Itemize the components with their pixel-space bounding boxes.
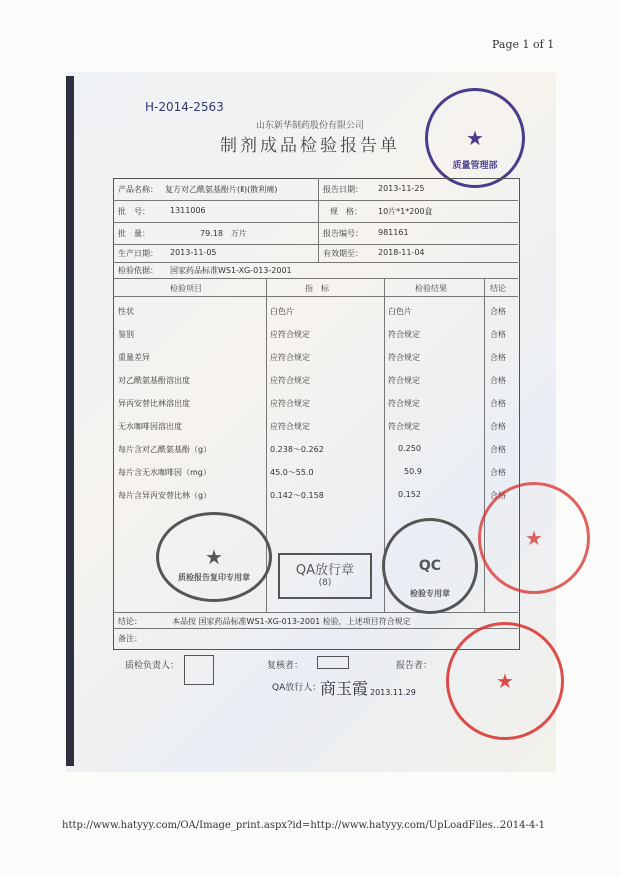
report-date-label: 报告日期： [323,185,363,194]
row-spec: 应符合规定 [270,422,310,431]
row-spec: 应符合规定 [270,399,310,408]
valid-until-value: 2018-11-04 [378,248,425,257]
row-divider [113,612,518,613]
copy-only-seal [156,512,272,602]
row-result: 符合规定 [388,422,420,431]
row-result: 符合规定 [388,399,420,408]
seal-text: 质量管理部 [452,161,498,171]
row-result: 50.9 [404,467,422,476]
scan-edge-bar [66,76,74,766]
seal-text: 质检报告复印专用章 [178,573,250,582]
reviewer-signature-stamp [317,656,349,669]
row-spec: 应符合规定 [270,330,310,339]
row-divider [113,200,518,201]
remarks-label: 备注： [118,634,142,643]
row-conclusion: 合格 [490,468,506,477]
signature-date: 2013.11.29 [370,688,416,697]
row-conclusion: 合格 [490,399,506,408]
conclusion-text: 本品按 国家药品标准WS1-XG-013-2001 检验，上述项目符合规定 [172,617,411,626]
qc-seal [382,518,478,614]
row-spec: 0.142～0.158 [270,491,324,500]
quantity-label: 批 量： [118,229,150,238]
star-icon: ★ [496,669,514,693]
row-spec: 应符合规定 [270,353,310,362]
row-spec: 0.238～0.262 [270,445,324,454]
reporter-label: 报告者： [396,661,433,671]
row-result: 符合规定 [388,330,420,339]
production-date-label: 生产日期： [118,249,158,258]
production-date-value: 2013-11-05 [170,248,217,257]
row-item: 性状 [118,307,134,316]
qa-stamp-number: (8) [318,578,332,588]
row-item: 异丙安替比林溶出度 [118,399,190,408]
quantity-value: 79.18 万片 [200,229,247,238]
row-conclusion: 合格 [490,445,506,454]
product-label: 产品名称： [118,185,158,194]
footer-date: 2014-4-1 [500,820,545,831]
row-conclusion: 合格 [490,422,506,431]
qc-head-signature-stamp [184,655,214,685]
qa-release-label: QA放行人： [272,683,322,693]
row-conclusion: 合格 [490,353,506,362]
handwritten-code: H-2014-2563 [145,100,224,114]
row-divider [113,296,518,297]
row-divider [113,628,518,629]
document-title: 制剂成品检验报告单 [220,136,400,156]
row-result: 符合规定 [388,353,420,362]
row-conclusion: 合格 [490,376,506,385]
reviewer-label: 复核者： [267,661,304,671]
row-divider [113,222,518,223]
qa-release-stamp [278,553,372,599]
red-company-seal-lower [446,622,564,740]
row-result: 白色片 [388,307,412,316]
footer-url: http://www.hatyyy.com/OA/Image_print.aspx?id=http://www.hatyyy.com/UpLoadFiles... [62,820,503,831]
row-divider [113,262,518,263]
star-icon: ★ [205,545,223,569]
row-item: 重量差异 [118,353,150,362]
row-item: 每片含对乙酰氨基酚（g） [118,445,212,454]
star-icon: ★ [466,126,484,150]
row-result: 0.152 [398,490,421,499]
row-result: 符合规定 [388,376,420,385]
qc-text: QC [418,558,442,574]
qc-head-label: 质检负责人： [125,661,180,671]
red-company-seal-upper [478,482,590,594]
col-header-conclusion: 结论 [490,284,506,293]
company-name: 山东新华制药股份有限公司 [255,121,364,131]
row-result: 0.250 [398,444,421,453]
spec-label: 规 格： [330,207,362,216]
star-icon: ★ [525,526,543,550]
row-conclusion: 合格 [490,330,506,339]
col-divider [318,178,319,262]
row-item: 对乙酰氨基酚溶出度 [118,376,190,385]
page-number: Page 1 of 1 [492,38,555,51]
basis-value: 国家药品标准WS1-XG-013-2001 [170,266,292,275]
valid-until-label: 有效期至： [323,249,363,258]
col-header-result: 检验结果 [415,284,447,293]
row-divider [113,278,518,279]
quality-dept-seal [425,88,525,188]
product-value: 复方对乙酰氨基酚片(Ⅱ)(散利痛) [165,185,278,194]
conclusion-label: 结论： [118,617,142,626]
row-item: 每片含异丙安替比林（g） [118,491,212,500]
col-header-item: 检验项目 [170,284,202,293]
row-divider [113,244,518,245]
report-no-value: 981161 [378,228,409,237]
row-item: 鉴别 [118,330,134,339]
row-item: 无水咖啡因溶出度 [118,422,182,431]
spec-value: 10片*1*200盒 [378,207,433,216]
batch-label: 批 号： [118,207,150,216]
col-header-spec: 指 标 [305,284,329,293]
qa-release-signature: 商玉霞 [320,679,369,698]
row-conclusion: 合格 [490,491,506,500]
batch-value: 1311006 [170,206,206,215]
report-no-label: 报告编号： [323,229,363,238]
report-date-value: 2013-11-25 [378,184,425,193]
row-spec: 45.0～55.0 [270,468,314,477]
basis-label: 检验依据： [118,266,158,275]
qa-stamp-text: QA放行章 [295,563,355,578]
row-item: 每片含无水咖啡因（mg） [118,468,211,477]
seal-text: 检验专用章 [410,589,450,598]
row-conclusion: 合格 [490,307,506,316]
row-spec: 白色片 [270,307,294,316]
row-spec: 应符合规定 [270,376,310,385]
